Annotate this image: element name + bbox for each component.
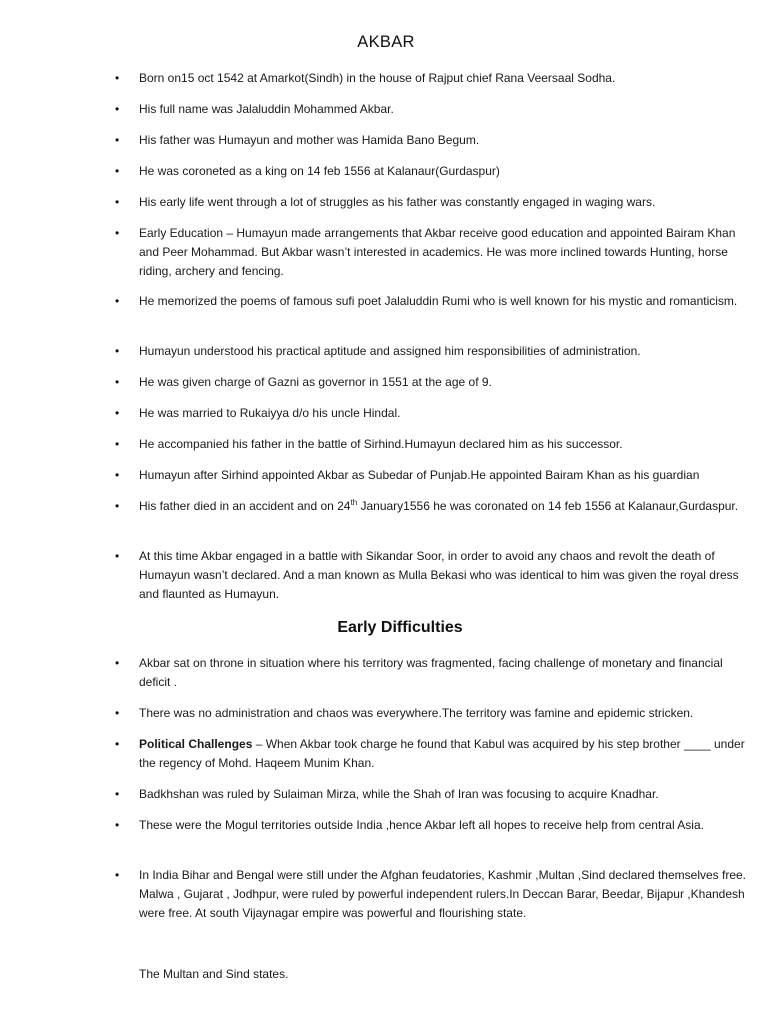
bullet-icon: • bbox=[115, 787, 120, 801]
bullet-icon: • bbox=[115, 656, 120, 670]
bullet-icon: • bbox=[115, 102, 120, 116]
list-item-text: Early Education – Humayun made arrangements that Akbar receive good education and appointed Bairam Khan and Peer Mohammad. But Akbar wasn’t interested in academics. He was more inclined towards Hunting, horse riding, archery and fencing. bbox=[139, 226, 736, 278]
bullet-icon: • bbox=[115, 437, 120, 451]
bold-lead: Political Challenges bbox=[139, 737, 253, 751]
bullet-icon: • bbox=[115, 375, 120, 389]
bullet-icon: • bbox=[115, 406, 120, 420]
list-item-text: There was no administration and chaos was everywhere.The territory was famine and epidemic stricken. bbox=[139, 706, 694, 720]
text-run: His father died in an accident and on 24 bbox=[139, 499, 351, 513]
bullet-icon: • bbox=[115, 868, 120, 882]
list-item-text: These were the Mogul territories outside India ,hence Akbar left all hopes to receive help from central Asia. bbox=[139, 818, 704, 832]
bullet-icon: • bbox=[115, 226, 120, 240]
list-item-text: At this time Akbar engaged in a battle with Sikandar Soor, in order to avoid any chaos and revolt the death of Humayun wasn’t declared. And a man known as Mulla Bekasi who was identical to him was given the royal dress and flaunted as Humayun. bbox=[139, 549, 739, 601]
section-heading: Early Difficulties bbox=[337, 619, 463, 636]
list-item-text bbox=[139, 497, 755, 516]
text-run: – When Akbar took charge he found that Kabul was acquired by his step brother ____ under the regency of Mohd. Haqeem Munim Khan. bbox=[139, 737, 745, 770]
list-item-text: His early life went through a lot of struggles as his father was constantly engaged in waging wars. bbox=[139, 195, 656, 209]
list-item-text: Born on15 oct 1542 at Amarkot(Sindh) in the house of Rajput chief Rana Veersaal Sodha. bbox=[139, 71, 616, 85]
bullet-icon: • bbox=[115, 706, 120, 720]
bullet-icon: • bbox=[115, 468, 120, 482]
page-title: AKBAR bbox=[357, 33, 415, 51]
list-item-text: He was given charge of Gazni as governor in 1551 at the age of 9. bbox=[139, 375, 492, 389]
trailing-paragraph: The Multan and Sind states. bbox=[139, 967, 289, 981]
bullet-icon: • bbox=[115, 499, 120, 513]
list-item-text: His full name was Jalaluddin Mohammed Akbar. bbox=[139, 102, 394, 116]
list-item-text: His father was Humayun and mother was Hamida Bano Begum. bbox=[139, 133, 480, 147]
bullet-icon: • bbox=[115, 549, 120, 563]
list-item-text: Akbar sat on throne in situation where his territory was fragmented, facing challenge of monetary and financial deficit . bbox=[139, 656, 723, 689]
bullet-icon: • bbox=[115, 164, 120, 178]
list-item-text: Humayun understood his practical aptitude and assigned him responsibilities of administration. bbox=[139, 344, 641, 358]
bullet-icon: • bbox=[115, 195, 120, 209]
list-item-text: He accompanied his father in the battle of Sirhind.Humayun declared him as his successor. bbox=[139, 437, 623, 451]
list-item-text: He was married to Rukaiyya d/o his uncle Hindal. bbox=[139, 406, 401, 420]
superscript-ordinal: th bbox=[350, 498, 358, 507]
text-run: January1556 he was coronated on 14 feb 1556 at Kalanaur,Gurdaspur. bbox=[357, 499, 739, 513]
list-item-text: He memorized the poems of famous sufi poet Jalaluddin Rumi who is well known for his mystic and romanticism. bbox=[139, 294, 738, 308]
list-item-text: In India Bihar and Bengal were still under the Afghan feudatories, Kashmir ,Multan ,Sind declared themselves free. Malwa , Gujarat , Jodhpur, were ruled by powerful independent rulers.In Deccan Barar, Beedar, Bijapur ,Khandesh were free. At south Vijaynagar empire was powerful and flourishing state. bbox=[139, 868, 747, 920]
bullet-icon: • bbox=[115, 133, 120, 147]
list-item-text: Humayun after Sirhind appointed Akbar as Subedar of Punjab.He appointed Bairam Khan as his guardian bbox=[139, 468, 700, 482]
list-item-text: He was coroneted as a king on 14 feb 1556 at Kalanaur(Gurdaspur) bbox=[139, 164, 500, 178]
bullet-icon: • bbox=[115, 344, 120, 358]
list-item-text: Badkhshan was ruled by Sulaiman Mirza, while the Shah of Iran was focusing to acquire Knadhar. bbox=[139, 787, 659, 801]
list-item-text bbox=[139, 735, 755, 773]
bullet-icon: • bbox=[115, 71, 120, 85]
bullet-icon: • bbox=[115, 737, 120, 751]
bullet-icon: • bbox=[115, 294, 120, 308]
bullet-icon: • bbox=[115, 818, 120, 832]
